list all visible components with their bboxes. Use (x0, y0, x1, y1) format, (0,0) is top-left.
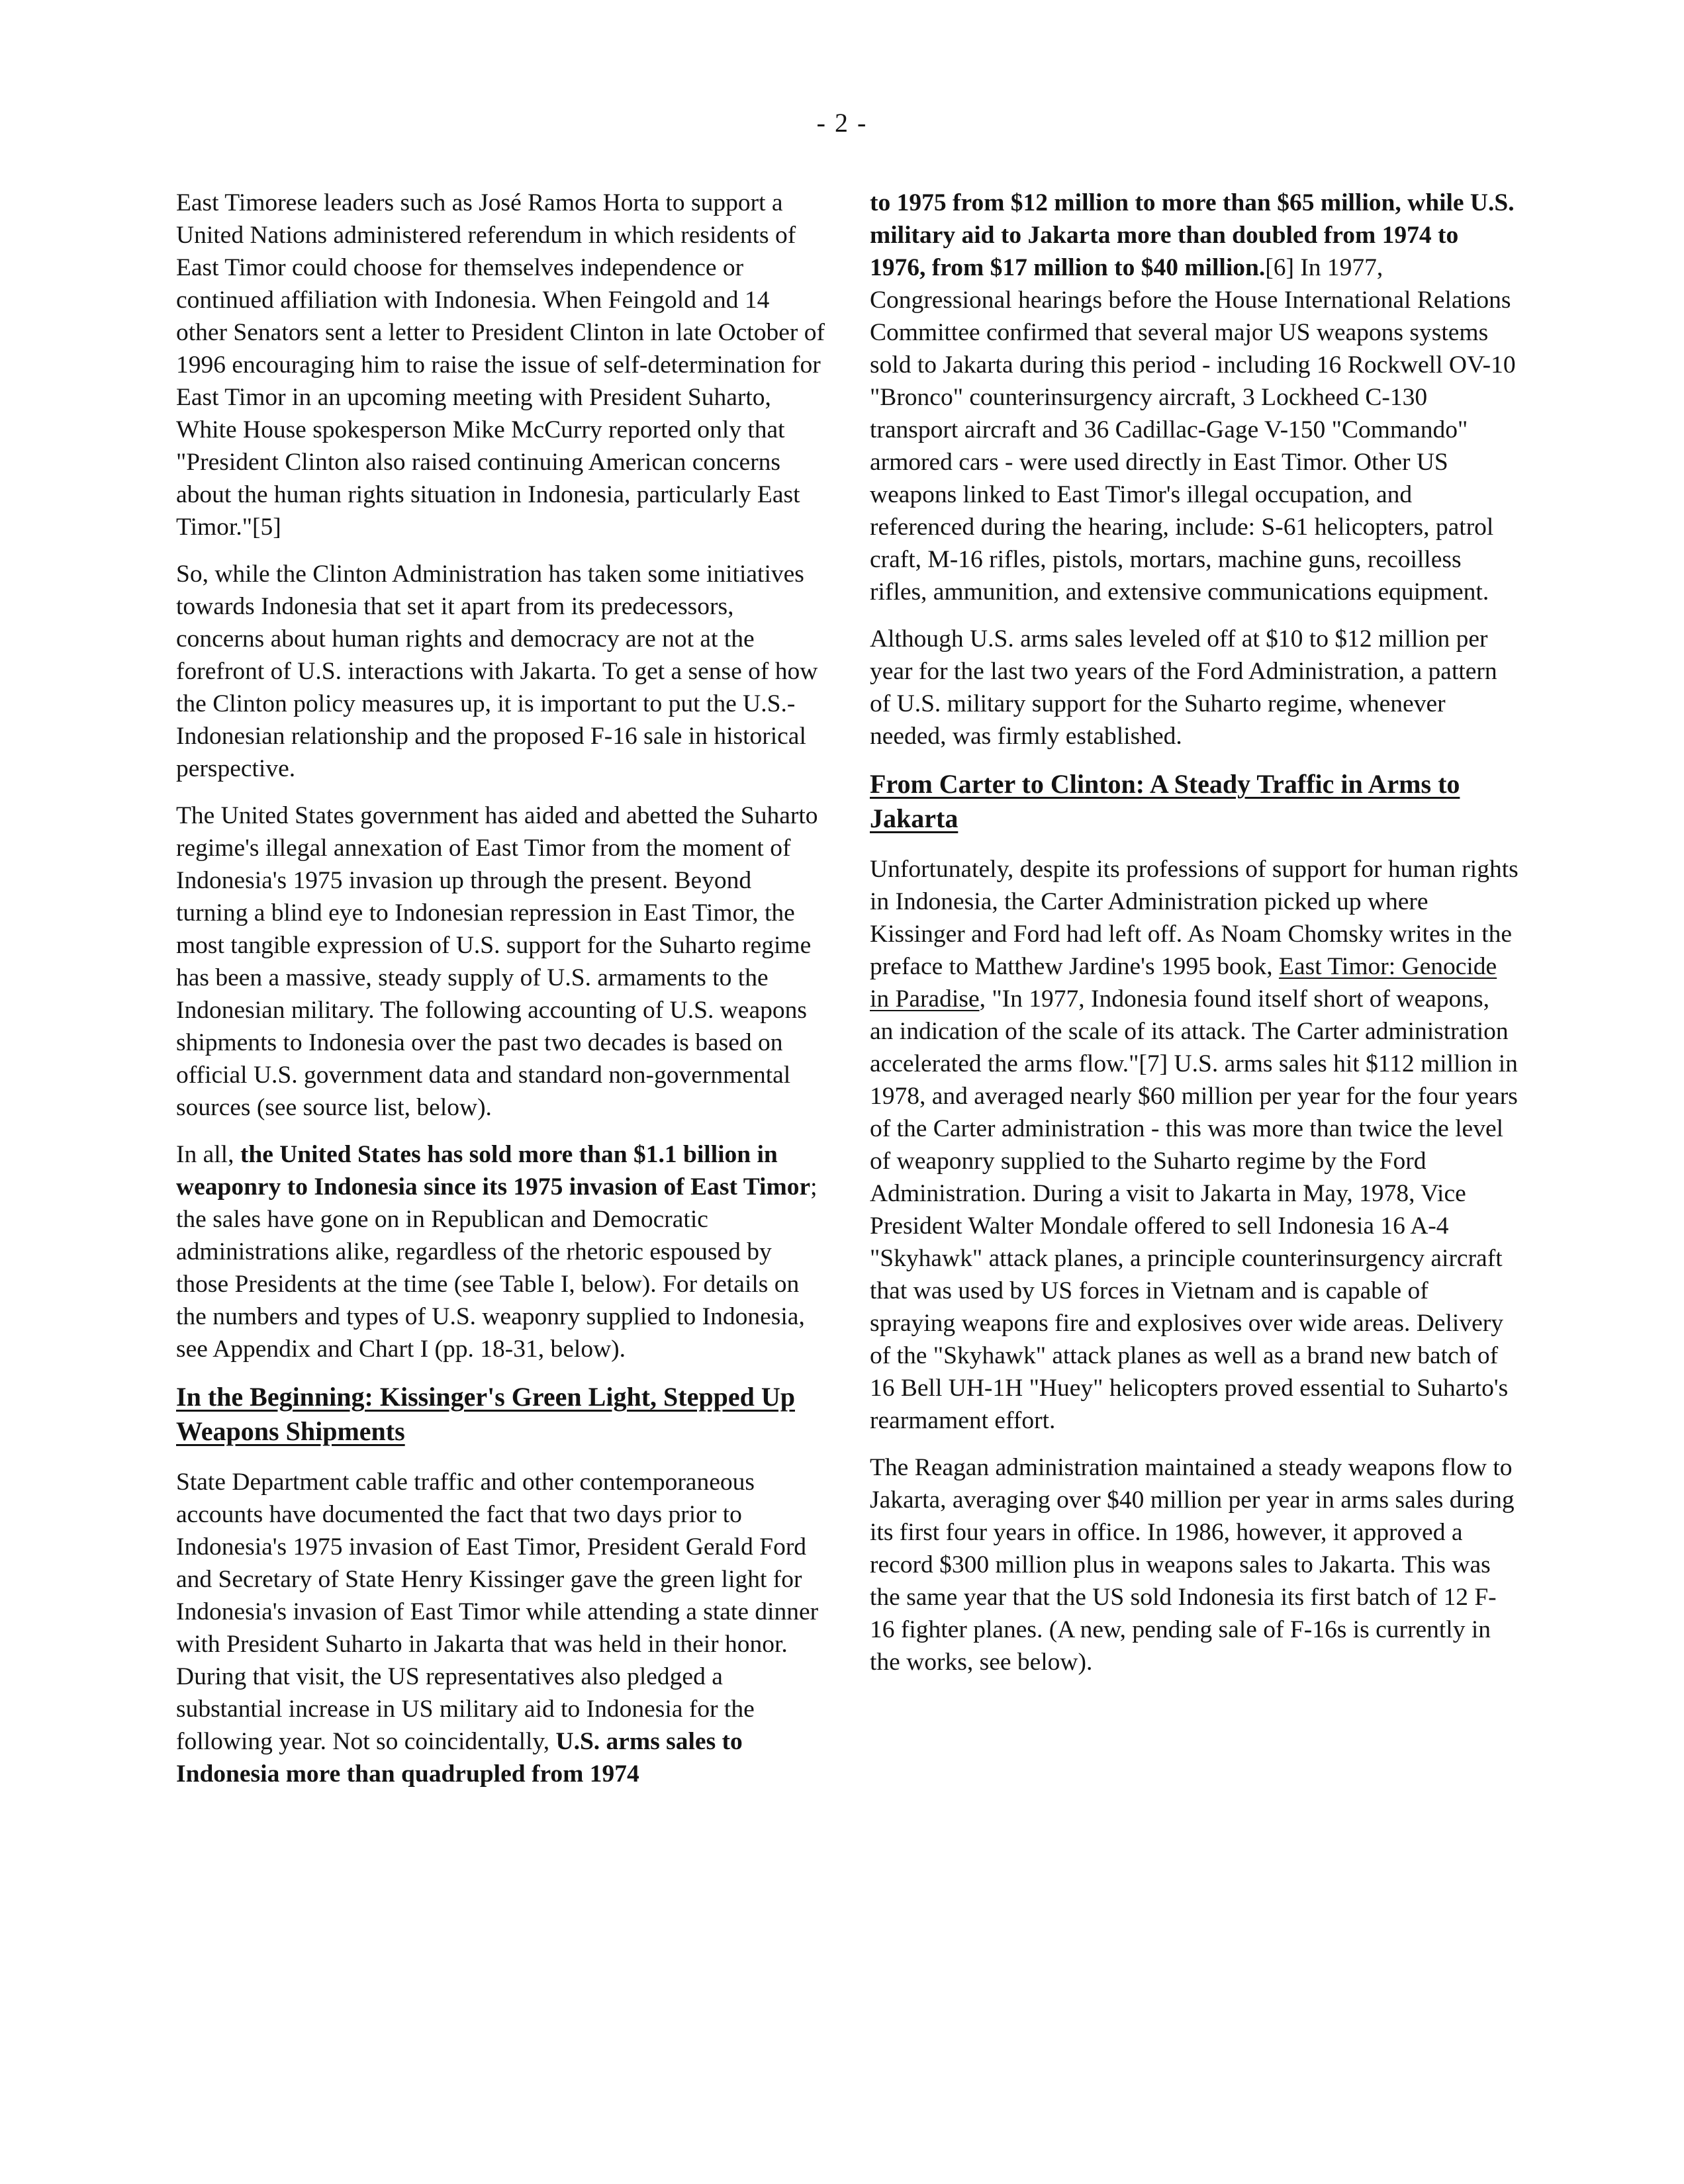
bold-text-run: U.S. arms sales to Indonesia more than quadrupled from 1974 (176, 1728, 743, 1788)
paragraph-horta-referendum: East Timorese leaders such as José Ramos Horta to support a United Nations administered referendum in which residents of East Timor could choose for themselves independence or continued affiliation with Indonesia. When Feingold and 14 other Senators sent a letter to President Clinton in late October of 1996 encouraging him to raise the issue of self-determination for East Timor in an upcoming meeting with President Suharto, White House spokesperson Mike McCurry reported only that "President Clinton also raised continuing American concerns about the human rights situation in Indonesia, particularly East Timor."[5] (176, 189, 825, 541)
text-run: , "In 1977, Indonesia found itself short of weapons, an indication of the scale of its attack. The Carter administration accelerated the arms flow."[7] U.S. arms sales hit $112 million in 1978, and averaged nearly $60 million per year for the four years of the Carter administration - this was more than twice the level of weaponry supplied to the Suharto regime by the Ford Administration. During a visit to Jakarta in May, 1978, Vice President Walter Mondale offered to sell Indonesia 16 A-4 "Skyhawk" attack planes, a principle counterinsurgency aircraft that was used by US forces in Vietnam and is capable of spraying weapons fire and explosives over wide areas. Delivery of the "Skyhawk" attack planes as well as a brand new batch of 16 Bell UH-1H "Huey" helicopters proved essential to Suharto's rearmament effort. (870, 985, 1518, 1434)
paragraph-clinton-administration: So, while the Clinton Administration has taken some initiatives towards Indonesia that set it apart from its predecessors, concerns about human rights and democracy are not at the forefront of U.S. interactions with Jakarta. To get a sense of how the Clinton policy measures up, it is important to put the U.S.-Indonesian relationship and the proposed F-16 sale in historical perspective. (176, 561, 818, 782)
book-title: East Timor: Genocide in Paradise (870, 953, 1497, 1013)
paragraph-arms-quadrupled (870, 187, 1519, 608)
bold-text-run: the United States has sold more than $1.1 billion in weaponry to Indonesia since its 1975 invasion of East Timor (176, 1141, 811, 1201)
text-run: ; the sales have gone on in Republican and Democratic administrations alike, regardless of the rhetoric espoused by those Presidents at the time (see Table I, below). For details on the numbers and types of U.S. weaponry supplied to Indonesia, see Appendix and Chart I (pp. 18-31, below). (176, 1173, 818, 1363)
text-run: Unfortunately, despite its professions of support for human rights in Indonesia, the Carter Administration picked up where Kissinger and Ford had left off. As Noam Chomsky writes in the preface to Matthew Jardine's 1995 book, (870, 856, 1519, 980)
bold-text-run: to 1975 from $12 million to more than $65 million, while U.S. military aid to Jakarta more than doubled from 1974 to 1976, from $17 million to $40 million. (870, 189, 1515, 281)
left-column (176, 187, 825, 1805)
text-run: [6] In 1977, Congressional hearings before the House International Relations Committee confirmed that several major US weapons systems sold to Jakarta during this period - including 16 Rockwell OV-10 "Bronco" counterinsurgency aircraft, 3 Lockheed C-130 transport aircraft and 36 Cadillac-Gage V-150 "Commando" armored cars - were used directly in East Timor. Other US weapons linked to East Timor's illegal occupation, and referenced during the hearing, include: S-61 helicopters, patrol craft, M-16 rifles, pistols, mortars, machine guns, recoilless rifles, ammunition, and extensive communications equipment. (870, 254, 1516, 606)
paragraph-arms-sales-total (176, 1138, 825, 1365)
page-number: - 2 - (816, 108, 868, 138)
text-run: State Department cable traffic and other contemporaneous accounts have documented the fact that two days prior to Indonesia's 1975 invasion of East Timor, President Gerald Ford and Secretary of State Henry Kissinger gave the green light for Indonesia's invasion of East Timor while attending a state dinner with President Suharto in Jakarta that was held in their honor. During that visit, the US representatives also pledged a substantial increase in US military aid to Indonesia for the following year. Not so coincidentally, (176, 1469, 819, 1755)
section-heading-carter-clinton: From Carter to Clinton: A Steady Traffic in Arms to Jakarta (870, 769, 1460, 833)
right-column (870, 187, 1519, 1693)
section-heading-kissinger: In the Beginning: Kissinger's Green Light, Stepped Up Weapons Shipments (176, 1382, 795, 1446)
paragraph-reagan-administration: The Reagan administration maintained a steady weapons flow to Jakarta, averaging over $40 million per year in arms sales during its first four years in office. In 1986, however, it approved a record $300 million plus in weapons sales to Jakarta. This was the same year that the US sold Indonesia its first batch of 12 F-16 fighter planes. (A new, pending sale of F-16s is currently in the works, see below). (870, 1454, 1515, 1676)
paragraph-green-light (176, 1466, 825, 1790)
paragraph-us-support-suharto: The United States government has aided and abetted the Suharto regime's illegal annexation of East Timor from the moment of Indonesia's 1975 invasion up through the present. Beyond turning a blind eye to Indonesian repression in East Timor, the most tangible expression of U.S. support for the Suharto regime has been a massive, steady supply of U.S. armaments to the Indonesian military. The following accounting of U.S. weapons shipments to Indonesia over the past two decades is based on official U.S. government data and standard non-governmental sources (see source list, below). (176, 802, 818, 1121)
text-run: In all, (176, 1141, 240, 1168)
paragraph-carter-administration (870, 853, 1519, 1437)
paragraph-ford-administration: Although U.S. arms sales leveled off at $10 to $12 million per year for the last two years of the Ford Administration, a pattern of U.S. military support for the Suharto regime, whenever needed, was firmly established. (870, 625, 1497, 750)
